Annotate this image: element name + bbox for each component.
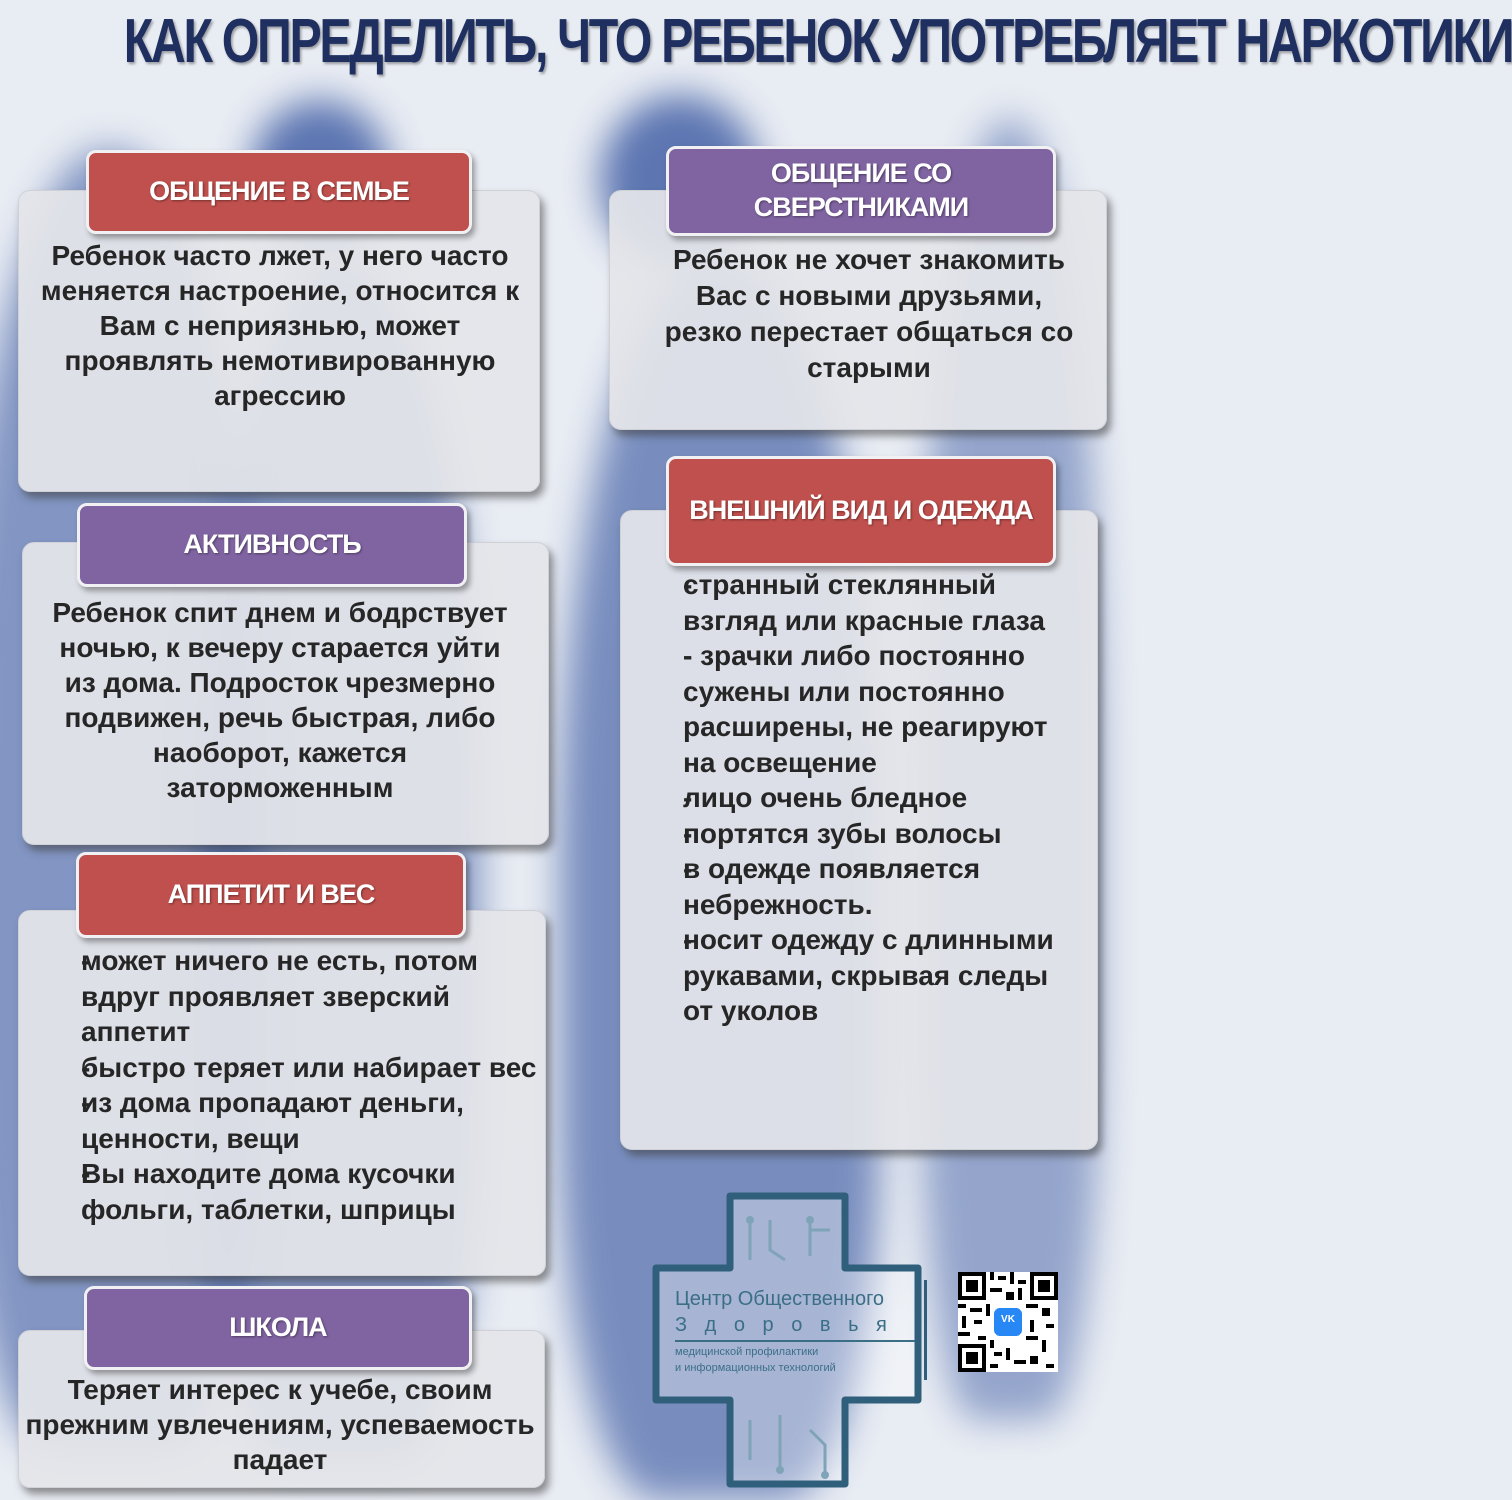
- appetite-item-text: быстро теряет или набирает вес: [81, 1051, 537, 1083]
- school-header: ШКОЛА: [84, 1286, 472, 1370]
- appetite-item: [34, 1085, 539, 1156]
- health-center-logo: [650, 1190, 925, 1490]
- appearance-item: [637, 567, 1077, 638]
- appearance-item: [637, 816, 1077, 852]
- activity-header: АКТИВНОСТЬ: [77, 503, 467, 587]
- appearance-item-text: странный стеклянный взгляд или красные глаза: [683, 569, 1045, 636]
- logo-line-2: З д о р о в ь я: [675, 1314, 893, 1336]
- school-text: Теряет интерес к учебе, своим прежним увлечениям, успеваемость падает: [25, 1374, 535, 1475]
- appearance-list: [637, 567, 1077, 1029]
- logo-separator: [924, 1280, 927, 1380]
- appearance-item-text: носит одежду с длинными рукавами, скрывая следы от уколов: [683, 924, 1054, 1026]
- appearance-header: ВНЕШНИЙ ВИД И ОДЕЖДА: [666, 456, 1056, 566]
- appetite-item: [34, 943, 539, 1050]
- appearance-item-text: лицо очень бледное: [683, 782, 968, 813]
- appetite-header: АППЕТИТ И ВЕС: [76, 852, 466, 938]
- appearance-item: [637, 851, 1077, 922]
- peers-text: Ребенок не хочет знакомить Вас с новыми друзьями, резко перестает общаться со старыми: [664, 244, 1074, 383]
- activity-text: Ребенок спит днем и бодрствует ночью, к вечеру старается уйти из дома. Подросток чрезмерно подвижен, речь быстрая, либо наоборот, кажется заторможенным: [52, 597, 508, 803]
- page-title: КАК ОПРЕДЕЛИТЬ, ЧТО РЕБЕНОК УПОТРЕБЛЯЕТ НАРКОТИКИ: [123, 7, 1512, 76]
- logo-divider: [675, 1340, 915, 1342]
- appearance-item-text: портятся зубы волосы: [683, 817, 1002, 849]
- appetite-item-text: может ничего не есть, потом вдруг проявляет зверский аппетит: [81, 945, 479, 1047]
- appetite-item: [34, 1156, 539, 1227]
- appearance-item: [637, 638, 1077, 780]
- appetite-item-text: из дома пропадают деньги, ценности, вещи: [81, 1087, 464, 1154]
- appearance-item: [637, 780, 1077, 816]
- appetite-list: [34, 943, 539, 1227]
- appetite-item: [34, 1050, 539, 1086]
- logo-line-4: и информационных технологий: [675, 1362, 836, 1374]
- qr-code[interactable]: [958, 1272, 1058, 1372]
- logo-line-1: Центр Общественного: [675, 1288, 885, 1310]
- family-text: Ребенок часто лжет, у него часто меняется настроение, относится к Вам с неприязнью, может проявлять немотивированную агрессию: [40, 240, 520, 411]
- appearance-item-text: - зрачки либо постоянно сужены или постоянно расширены, не реагируют на освещение: [683, 640, 1048, 778]
- appearance-item: [637, 922, 1077, 1029]
- family-header: ОБЩЕНИЕ В СЕМЬЕ: [86, 150, 472, 234]
- appearance-item-text: в одежде появляется небрежность.: [683, 853, 981, 920]
- appetite-item-text: Вы находите дома кусочки фольги, таблетки, шприцы: [81, 1158, 456, 1225]
- logo-line-3: медицинской профилактики: [675, 1346, 819, 1358]
- peers-header: ОБЩЕНИЕ СО СВЕРСТНИКАМИ: [666, 146, 1056, 236]
- vk-badge: VK: [1001, 1314, 1015, 1325]
